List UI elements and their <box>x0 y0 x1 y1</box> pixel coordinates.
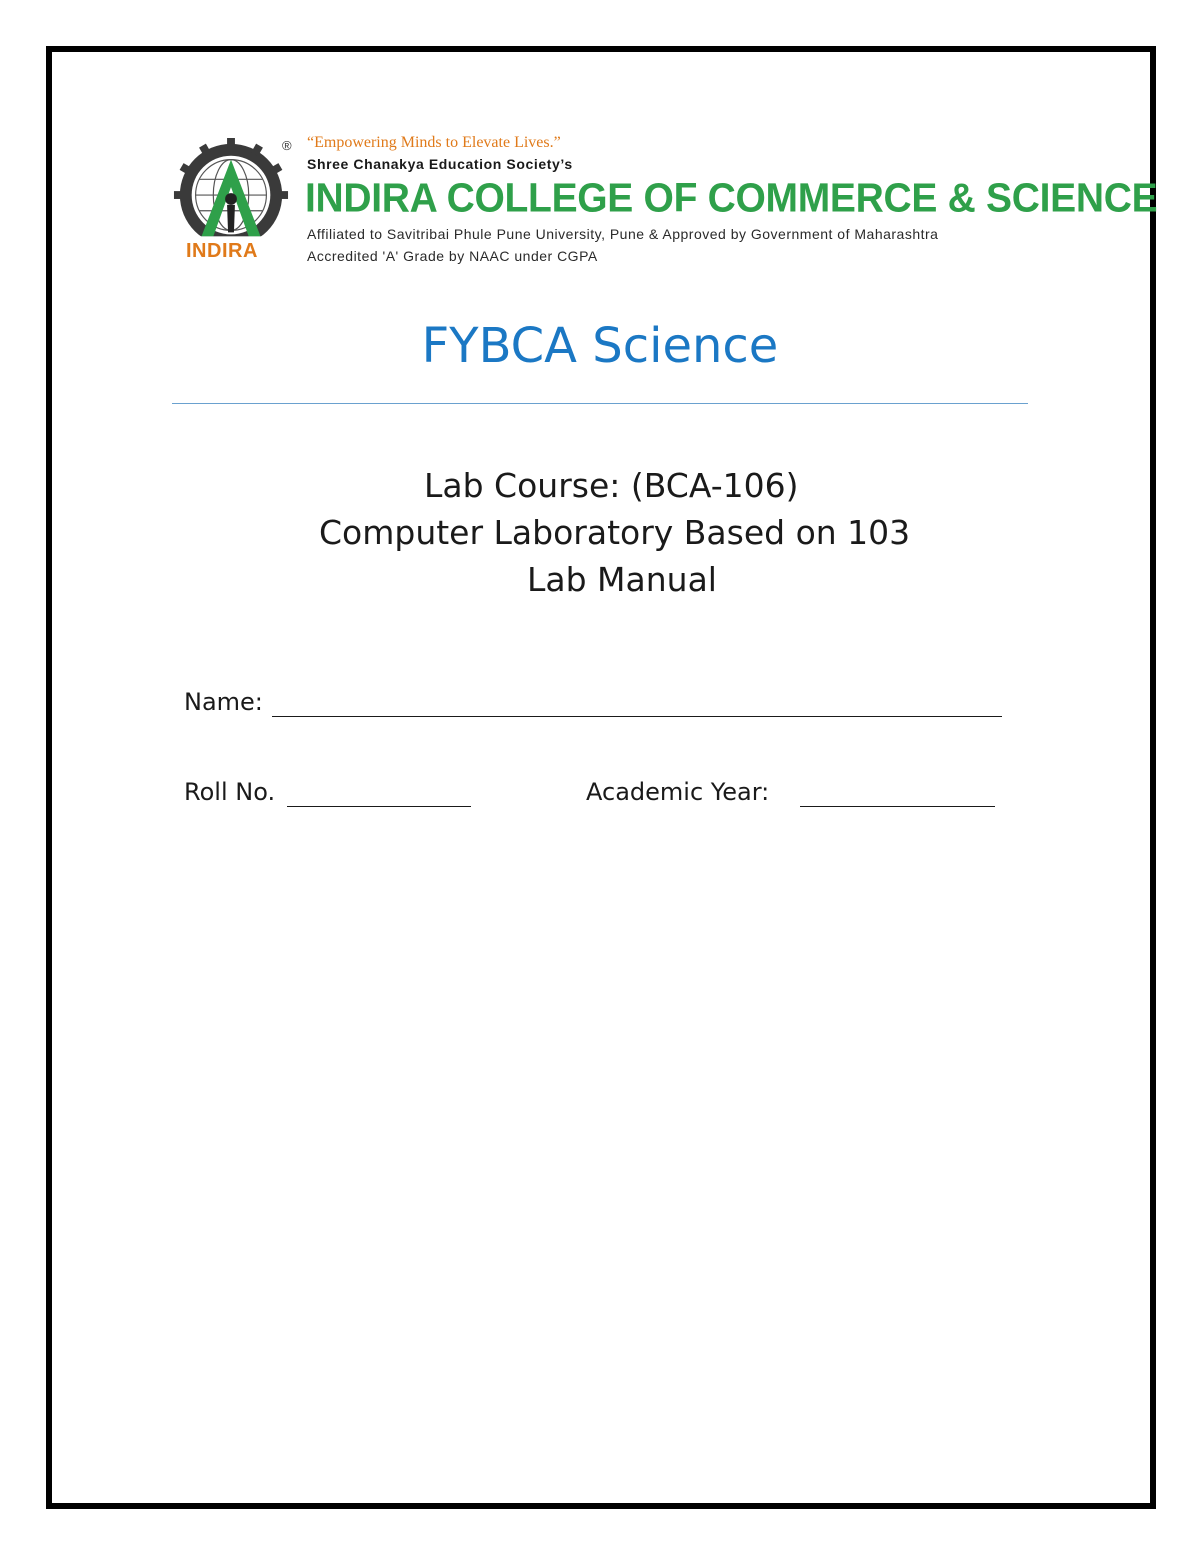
roll-number-label: Roll No. <box>184 778 276 806</box>
society-name: Shree Chanakya Education Society’s <box>307 156 573 172</box>
academic-year-label: Academic Year: <box>586 778 770 806</box>
accreditation-text: Accredited 'A' Grade by NAAC under CGPA <box>307 248 598 264</box>
academic-year-blank-line <box>800 806 995 807</box>
college-name: INDIRA COLLEGE OF COMMERCE & SCIENCE <box>305 176 1158 222</box>
name-label: Name: <box>184 688 263 716</box>
emblem-wordmark: INDIRA <box>186 240 258 262</box>
college-letterhead <box>172 132 1158 272</box>
course-type-line: Lab Manual <box>527 560 717 599</box>
college-tagline: “Empowering Minds to Elevate Lives.” <box>307 134 561 151</box>
course-name-line: Computer Laboratory Based on 103 <box>319 513 911 552</box>
affiliation-text: Affiliated to Savitribai Phule Pune University, Pune & Approved by Government of Maharashtra <box>307 226 939 242</box>
registered-mark: ® <box>282 138 292 153</box>
roll-number-blank-line <box>287 806 471 807</box>
name-blank-line <box>272 716 1002 717</box>
title-divider <box>172 403 1028 404</box>
college-emblem-icon <box>172 138 290 256</box>
course-code-line: Lab Course: (BCA-106) <box>424 466 799 505</box>
document-title: FYBCA Science <box>421 318 779 374</box>
